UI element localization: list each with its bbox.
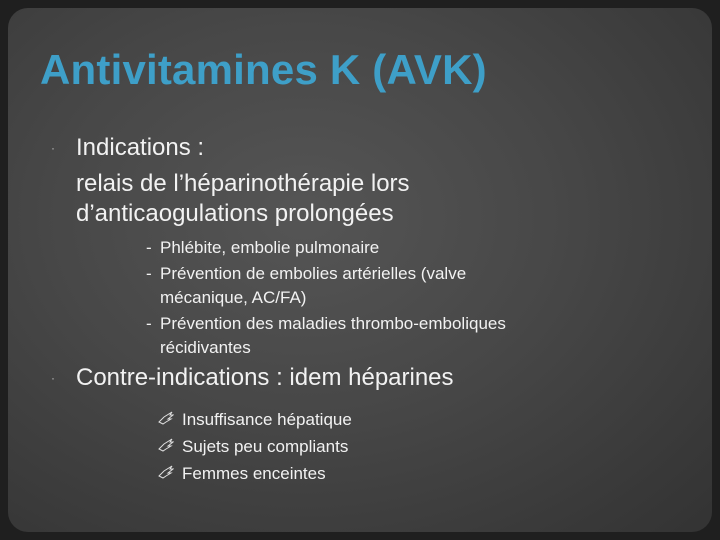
dash-marker: - bbox=[146, 238, 152, 257]
indication-subitem-text-cont: récidivantes bbox=[160, 338, 251, 357]
indication-subitem-text: Prévention de embolies artérielles (valve bbox=[160, 264, 467, 283]
indication-subitem-text: Phlébite, embolie pulmonaire bbox=[160, 238, 380, 257]
slide-title: Antivitamines K (AVK) bbox=[40, 46, 487, 93]
bullet-marker: · bbox=[51, 371, 55, 385]
indications-line-2: d’anticaogulations prolongées bbox=[76, 200, 394, 227]
contraindication-label: Sujets peu compliants bbox=[182, 437, 349, 456]
indication-subitem bbox=[146, 312, 606, 360]
dash-marker: - bbox=[146, 264, 152, 283]
pointing-hand-icon bbox=[158, 410, 174, 426]
indication-subitem bbox=[146, 262, 606, 310]
indication-subitem-text-cont: mécanique, AC/FA) bbox=[160, 288, 307, 307]
bullet-marker: · bbox=[51, 141, 55, 155]
indication-subitem-text: Prévention des maladies thrombo-emboliques bbox=[160, 314, 506, 333]
indications-line-1: relais de l’héparinothérapie lors bbox=[76, 170, 410, 197]
contraindication-label: Femmes enceintes bbox=[182, 464, 326, 483]
pointing-hand-icon bbox=[158, 464, 174, 480]
pointing-hand-icon bbox=[158, 437, 174, 453]
dash-marker: - bbox=[146, 314, 152, 333]
indication-subitem bbox=[146, 236, 606, 260]
contraindications-heading: Contre-indications : idem héparines bbox=[76, 364, 454, 391]
indications-heading: Indications : bbox=[76, 134, 205, 161]
slide-panel bbox=[8, 8, 712, 532]
contraindication-label: Insuffisance hépatique bbox=[182, 410, 352, 429]
indications-sublist bbox=[146, 236, 606, 362]
